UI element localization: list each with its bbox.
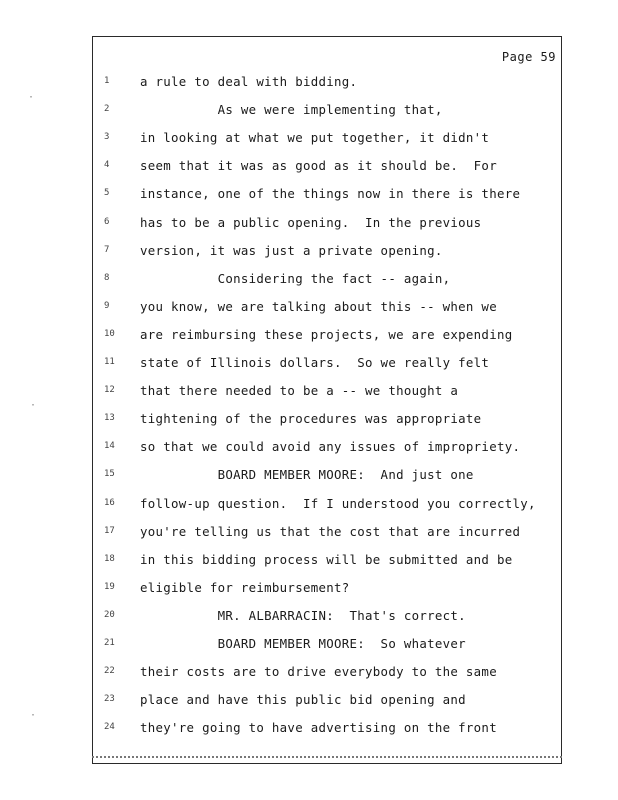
transcript-line: Considering the fact -- again, (140, 271, 451, 286)
line-number: 2 (104, 104, 110, 114)
transcript-line: place and have this public bid opening and (140, 692, 466, 707)
transcript-line: state of Illinois dollars. So we really felt (140, 355, 490, 370)
transcript-line: in looking at what we put together, it didn't (140, 130, 490, 145)
margin-mark-middle: · (30, 400, 37, 411)
line-number: 19 (104, 582, 115, 592)
transcript-line: are reimbursing these projects, we are expending (140, 327, 513, 342)
margin-mark-top: · (28, 92, 35, 103)
transcript-line: BOARD MEMBER MOORE: So whatever (140, 636, 466, 651)
transcript-line: you know, we are talking about this -- when we (140, 299, 497, 314)
line-number: 14 (104, 441, 115, 451)
transcript-line: version, it was just a private opening. (140, 243, 443, 258)
transcript-line: BOARD MEMBER MOORE: And just one (140, 467, 474, 482)
transcript-line: seem that it was as good as it should be. For (140, 158, 497, 173)
line-number: 11 (104, 357, 115, 367)
line-number: 4 (104, 160, 110, 170)
line-number: 20 (104, 610, 115, 620)
transcript-line: MR. ALBARRACIN: That's correct. (140, 608, 466, 623)
line-number: 1 (104, 76, 110, 86)
line-number: 24 (104, 722, 115, 732)
margin-mark-bottom: · (30, 710, 37, 721)
line-number: 13 (104, 413, 115, 423)
transcript-line: As we were implementing that, (140, 102, 443, 117)
line-number: 10 (104, 329, 115, 339)
line-number: 3 (104, 132, 110, 142)
page-number: Page 59 (501, 50, 556, 64)
transcript-line: instance, one of the things now in there is there (140, 186, 521, 201)
line-number: 5 (104, 188, 110, 198)
transcript-line: tightening of the procedures was appropriate (140, 411, 482, 426)
transcript-line: has to be a public opening. In the previous (140, 215, 482, 230)
transcript-line: their costs are to drive everybody to the same (140, 664, 497, 679)
page-bottom-rule (92, 756, 562, 758)
line-number: 6 (104, 217, 110, 227)
line-number: 8 (104, 273, 110, 283)
transcript-line: they're going to have advertising on the front (140, 720, 497, 735)
line-number: 22 (104, 666, 115, 676)
line-number: 18 (104, 554, 115, 564)
transcript-line: follow-up question. If I understood you correctly, (140, 496, 536, 511)
transcript-line: so that we could avoid any issues of impropriety. (140, 439, 521, 454)
transcript-line: eligible for reimbursement? (140, 580, 350, 595)
line-number: 7 (104, 245, 110, 255)
transcript-line: you're telling us that the cost that are incurred (140, 524, 521, 539)
transcript-line: a rule to deal with bidding. (140, 74, 358, 89)
line-number: 12 (104, 385, 115, 395)
line-number: 15 (104, 469, 115, 479)
transcript-line: in this bidding process will be submitted and be (140, 552, 513, 567)
line-number: 17 (104, 526, 115, 536)
line-number: 21 (104, 638, 115, 648)
page-border (92, 36, 562, 764)
line-number: 16 (104, 498, 115, 508)
transcript-line: that there needed to be a -- we thought a (140, 383, 459, 398)
line-number: 9 (104, 301, 110, 311)
line-number: 23 (104, 694, 115, 704)
